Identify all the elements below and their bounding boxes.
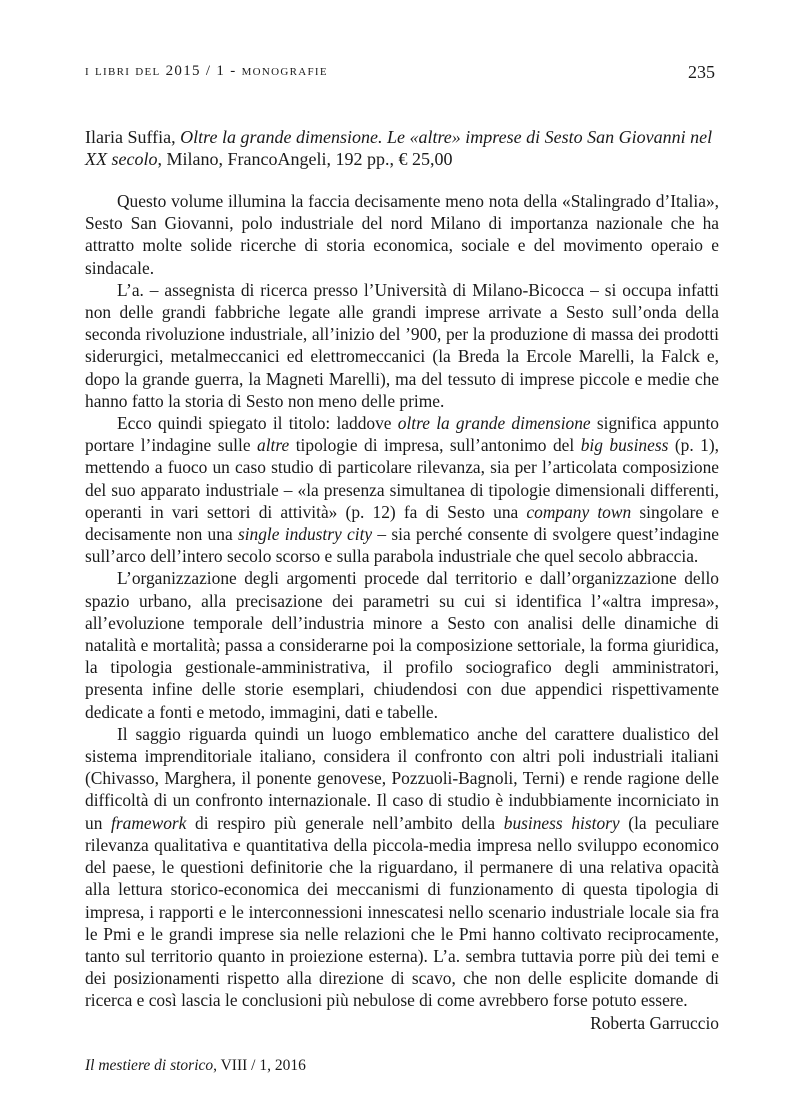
book-title: Oltre la grande dimensione. Le «altre» imprese di Sesto San Giovanni nel XX secolo [85,127,713,169]
book-author: Ilaria Suffia [85,127,172,147]
journal-name: Il mestiere di storico [85,1057,214,1074]
journal-issue: , VIII / 1, 2016 [213,1057,306,1074]
paragraph-5 [85,723,719,1012]
italic-term: company town [526,501,632,522]
footer [85,1057,306,1075]
text-run: (la peculiare rilevanza qualitativa e quantitativa della piccola-media impresa nello sviluppo economico del paese, le questioni definitorie che la riguardano, il permanere di una relativa opacità alla lettura storico-economica dei meccanismi di funzionamento di questa tipologia di impresa, i rapporti e le interconnessioni innescatesi nello scenario industriale locale sia fra le Pmi e le grandi imprese sia nelle relazioni che le Pmi hanno coltivato reciprocamente, tanto sul territorio quanto in proiezione esterna). L’a. sembra tuttavia porre più dei temi e dei posizionamenti rispetto alla direzione di scavo, che non delle esplicite domande di ricerca e così lascia le conclusioni più nebulose di come avrebbero forse potuto essere. [85,812,719,1011]
text-run: di respiro più generale nell’ambito della [186,812,504,833]
italic-term: single industry city [237,524,373,545]
book-publication: , Milano, FrancoAngeli, 192 pp., € 25,00 [157,149,453,169]
running-head: i libri del 2015 / 1 - monografie [85,63,328,79]
italic-term: big business [580,435,669,456]
text-run: (p. 1), mettendo a fuoco un caso studio di particolare rilevanza, sia per l’articolata composizione del suo apparato industriale – «la presenza simultanea di tipologie dimensionali differenti, operanti in vari settori di attività» (p. 12) fa di Sesto una [85,435,719,522]
text-run: – sia perché consente di svolgere quest’indagine sull’arco dell’intero secolo scorso e sulla parabola industriale che quel secolo abbraccia. [85,524,720,567]
italic-term: oltre la grande dimensione [397,413,591,434]
paragraph-3 [85,412,719,567]
paragraph-4: L’organizzazione degli argomenti procede dal territorio e dall’organizzazione dello spazio urbano, alla precisazione dei parametri su cui si identifica l’«altra impresa», all’evoluzione temporale dell’industria minore a Sesto con analisi delle dinamiche di natalità e mortalità; passa a considerarne poi la composizione settoriale, la forma giuridica, la tipologia gestionale-amministrativa, il profilo sociografico degli amministratori, presenta infine delle storie esemplari, chiudendosi con due appendici rispettivamente dedicate a fonti e metodo, immagini, dati e tabelle. [85,568,719,722]
citation-separator: , [171,127,181,147]
text-run: Ecco quindi spiegato il titolo: laddove [117,413,398,434]
reviewer-signature: Roberta Garruccio [590,1012,719,1033]
text-run: Il saggio riguarda quindi un luogo emblematico anche del carattere dualistico del sistema imprenditoriale italiano, considera il confronto con altri poli industriali italiani (Chivasso, Marghera, il ponente genovese, Pozzuoli-Bagnoli, Terni) e rende ragione delle difficoltà di un confronto internazionale. Il caso di studio è indubbiamente incorniciato in un [85,723,719,833]
italic-term: business history [503,812,620,833]
italic-term: altre [257,435,290,456]
page-number: 235 [688,62,715,82]
text-run: singolare e decisamente non una [85,501,719,545]
review-body [85,190,719,1034]
text-run: tipologie di impresa, sull’antonimo del [289,435,581,456]
italic-term: framework [111,812,187,833]
paragraph-1: Questo volume illumina la faccia decisamente meno nota della «Stalingrado d’Italia», Sesto San Giovanni, polo industriale del nord Milano di importanza nazionale che ha attratto molte solide ricerche di storia economica, sociale e del movimento operaio e sindacale. [85,191,719,278]
paragraph-2: L’a. – assegnista di ricerca presso l’Università di Milano-Bicocca – si occupa infatti non delle grandi fabbriche legate alle grandi imprese arrivate a Sesto sull’onda della seconda rivoluzione industriale, all’inizio del ’900, per la produzione di massa dei prodotti siderurgici, metalmeccanici ed elettromeccanici (la Breda la Ercole Marelli, la Falck e, dopo la grande guerra, la Magneti Marelli), ma del tessuto di imprese piccole e medie che hanno fatto la storia di Sesto non meno delle prime. [85,279,719,411]
text-run: significa appunto portare l’indagine sulle [85,413,719,456]
citation [85,126,715,170]
